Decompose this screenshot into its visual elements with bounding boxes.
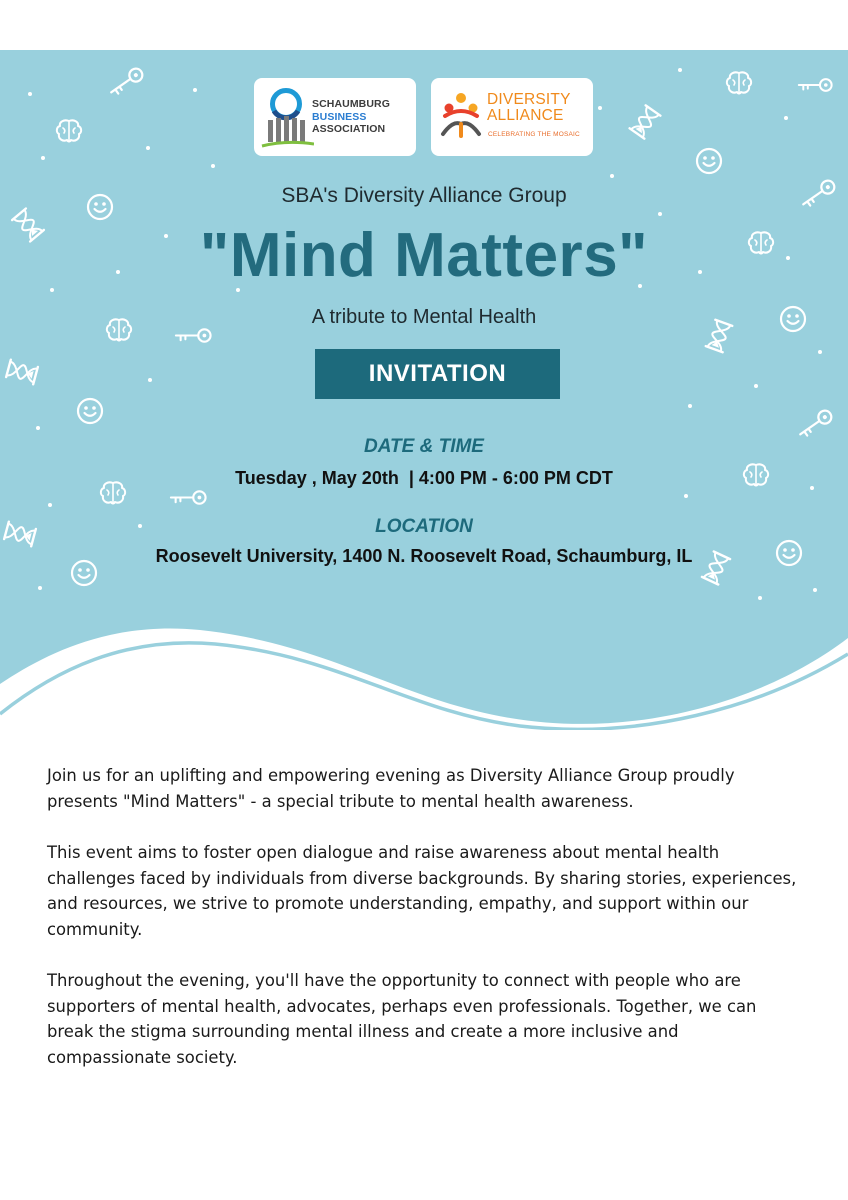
invitation-banner: INVITATION — [315, 349, 560, 399]
key-icon — [797, 408, 834, 440]
date-time-value: Tuesday , May 20th | 4:00 PM - 6:00 PM CDT — [235, 468, 613, 488]
group-title: SBA's Diversity Alliance Group — [281, 184, 567, 207]
sba-logo-mark — [254, 78, 314, 156]
diversity-alliance-tagline: CELEBRATING THE MOSAIC — [488, 131, 580, 138]
hero-banner — [0, 50, 848, 730]
diversity-alliance-logo-mark — [433, 78, 489, 156]
diversity-alliance-logo — [431, 78, 593, 156]
da-logo-line: ALLIANCE — [487, 107, 564, 124]
brain-icon — [57, 120, 81, 141]
da-logo-line: DIVERSITY — [487, 91, 571, 108]
sba-logo-line: BUSINESS — [312, 110, 367, 123]
hourglass-icon — [6, 360, 38, 385]
event-description — [47, 763, 807, 1096]
location-value: Roosevelt University, 1400 N. Roosevelt Road, Schaumburg, IL — [155, 546, 693, 566]
diversity-alliance-logo-text — [487, 92, 571, 124]
description-paragraph: Throughout the evening, you'll have the opportunity to connect with people who are supporters of mental health, advocates, perhaps even professionals. Together, we can break the stigma surrounding mental illness and create a more inclusive and compassionate society. — [47, 971, 757, 1067]
key-icon — [171, 491, 206, 503]
subtitle: A tribute to Mental Health — [311, 306, 537, 328]
sba-logo-text — [312, 98, 390, 136]
location-label: LOCATION — [375, 516, 473, 537]
smiley-icon — [78, 399, 102, 423]
description-paragraph: Join us for an uplifting and empowering evening as Diversity Alliance Group proudly presents "Mind Matters" - a special tribute to mental health awareness. — [47, 766, 735, 811]
key-icon — [799, 79, 832, 91]
main-title: "Mind Matters" — [199, 221, 649, 290]
key-icon — [108, 66, 145, 98]
description-paragraph: This event aims to foster open dialogue and raise awareness about mental health challenges faced by individuals from diverse backgrounds. By sharing stories, experiences, and resources, we strive to promote understanding, empathy, and support within our community. — [47, 843, 797, 939]
brain-icon — [727, 72, 751, 93]
key-icon — [176, 329, 211, 341]
sba-logo-line: ASSOCIATION — [312, 123, 386, 135]
sba-logo — [254, 78, 416, 156]
smiley-icon — [697, 149, 721, 173]
sba-logo-line: SCHAUMBURG — [312, 98, 390, 110]
date-time-label: DATE & TIME — [364, 436, 484, 457]
hourglass-icon — [630, 105, 661, 138]
